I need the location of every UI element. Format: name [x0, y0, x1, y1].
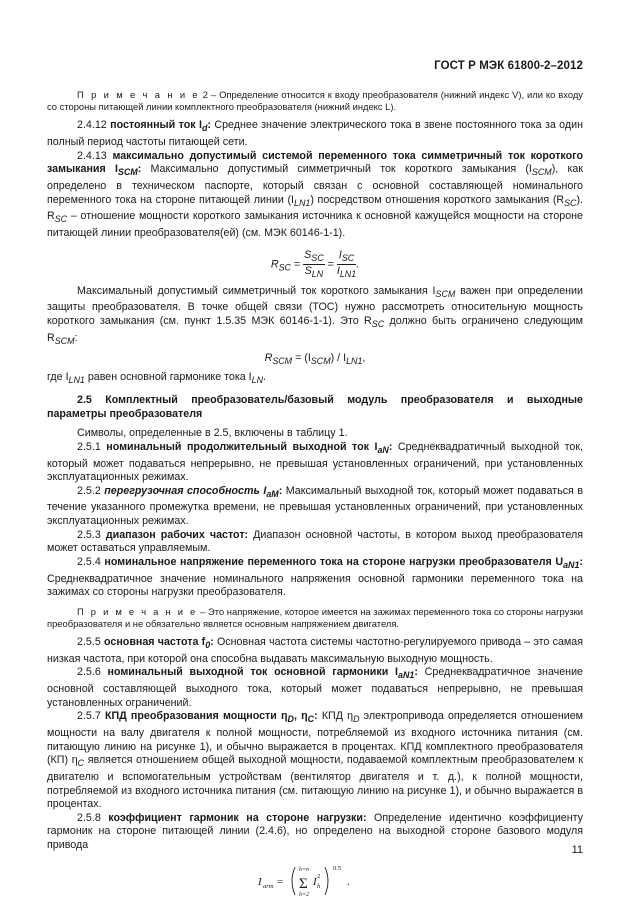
formula-eq: =	[277, 875, 284, 888]
clause-2-5-5: 2.5.5 основная частота $f_0$: Основная частота системы частотно-регулируемого привода – это самая низкая частота, при которой она способна выдавать максимальную выходную мощность.	[47, 636, 583, 665]
sum-upper: h=n	[299, 866, 310, 873]
fraction-s: $\frac{S_{SC}}{S_{LN}}$	[304, 248, 324, 279]
right-paren	[325, 867, 328, 895]
formula-rscm: $R_{SCM} = (I_{SCM}) / I_{LN1}$,	[264, 351, 366, 366]
clause-2-5-3: 2.5.3 диапазон рабочих частот: Диапазон основной частоты, в котором выход преобразователя может оставаться управляемым.	[47, 528, 583, 555]
document-body	[47, 89, 583, 901]
formula-rsc: $R_{SC}$ = $\frac{S_{SC}}{S_{LN}}$ = $\frac{I_{SC}}{I_{LN1}}$ .	[270, 248, 360, 279]
page-number: 11	[571, 844, 583, 856]
sum-lower: h=2	[299, 891, 310, 898]
clause-2-4-13: 2.4.13 максимально допустимый системой переменного тока симметричный ток короткого замыкания $I_{SCM}$: Максимально допустимый симметричный ток короткого замыкания $(I_{SCM})$, как определено в техническом паспорте, который связан с основной составляющей номинального переменного тока на стороне питающей линии $(I_{LN1})$ посредством отношения короткого замыкания $(R_{SC})$. $R_{SC}$ – отношение мощности короткого замыкания источника к основной кажущейся мощности на стороне питающей линии преобразователя(ей) (см. МЭК 60146-1-1).	[47, 149, 583, 240]
clause-2-5-8: 2.5.8 коэффициент гармоник на стороне нагрузки: Определение идентично коэффициенту гармоник на стороне питающей линии (2.4.6), но определено на выходной стороне базового модуля привода	[47, 811, 584, 851]
section-2-5-intro: Символы, определенные в 2.5, включены в таблицу 1.	[77, 427, 348, 440]
note-label: П р и м е ч а н и е	[77, 605, 198, 617]
term-sub: h	[317, 882, 321, 890]
power-exponent: 0.5	[333, 864, 342, 872]
formula-lhs-sub: arm	[263, 882, 274, 890]
fraction-i: $\frac{I_{SC}}{I_{LN1}}$	[336, 248, 357, 279]
harmonics-formula-graphic	[255, 861, 375, 901]
clause-2-5-4: 2.5.4 номинальное напряжение переменного тока на стороне нагрузки преобразователя $U_{aN1}$: Среднеквадратичное значение номинального напряжения основной гармоники переменного тока на зажимах со стороны нагрузки преобразователя.	[47, 555, 583, 599]
clause-2-5-7: 2.5.7 КПД преобразования мощности $\eta_D$, $\eta_C$: КПД $\eta_D$ электропривода определяется отношением мощности на валу двигателя к полной мощности, потребляемой из входного источника питания (см. питающую линию на рисунке 1), и обычно выражается в процентах. КПД комплектного преобразователя (КП) $\eta_C$ является отношением общей выходной мощности, подаваемой комплектным преобразователем к двигателю и вспомогательным устройствам (вентилятор двигателя и т. д.), к полной мощности, потребляемой из входного источника питания (см. питающую линию на рисунке 1), и обычно выражается в процентах.	[47, 710, 584, 811]
note-voltage: П р и м е ч а н и е – Это напряжение, которое имеется на зажимах переменного тока со стороны нагрузки преобразователя и не обязательно является основным напряжением двигателя.	[47, 605, 583, 629]
left-paren	[292, 867, 295, 895]
clause-2-4-12: 2.4.12 постоянный ток $I_d$: Среднее значение электрического тока в звене постоянного тока за один полный период частоты питающей сети.	[47, 119, 583, 149]
formula-lhs: I	[258, 875, 262, 888]
clause-2-5-2: 2.5.2 перегрузочная способность $I_{aM}$: Максимальный выходной ток, который может подаваться в течение указанного промежутка времени, не превышая установленных ограничений, при установленных эксплуатационных режимах.	[47, 484, 584, 528]
term-i: I	[313, 875, 317, 888]
clause-2-5-6: 2.5.6 номинальный выходной ток основной гармоники $I_{aN1}$: Среднеквадратичное значение основной составляющей выходного тока, который может подаваться непрерывно, не превышая установленных ограничений.	[47, 666, 584, 709]
paragraph-where: где $I_{LN1}$ равен основной гармонике тока $I_{LN}$.	[47, 371, 267, 386]
formula-harmonics	[47, 861, 583, 901]
note-label: П р и м е ч а н и е	[77, 89, 200, 100]
formula-end: .	[347, 875, 350, 888]
term-sup: 2	[317, 872, 321, 880]
document-header: ГОСТ Р МЭК 61800-2–2012	[434, 60, 583, 72]
note-2: П р и м е ч а н и е 2 – Определение относится к входу преобразователя (нижний индекс V), или ко входу со стороны питающей линии комплектного преобразователя (нижний индекс L).	[47, 89, 583, 113]
section-2-5-title: 2.5 Комплектный преобразователь/базовый модуль преобразователя и выходные параметры преобразователя	[47, 393, 583, 420]
clause-2-5-1: 2.5.1 номинальный продолжительный выходной ток $I_{aN}$: Среднеквадратичный выходной ток, который может подаваться непрерывно, не превышая установленных ограничений, при установленных эксплуатационных режимах.	[47, 440, 584, 484]
sigma-symbol: Σ	[299, 875, 308, 892]
paragraph-max-current: Максимальный допустимый симметричный ток короткого замыкания $I_{SCM}$ важен при определении защиты преобразователя. В точке общей связи (ТОС) нужно рассмотреть относительную мощность короткого замыкания (см. пункт 1.5.35 МЭК 60146-1-1). Это $R_{SC}$ должно быть ограничено следующим $R_{SCM}$:	[47, 284, 583, 346]
